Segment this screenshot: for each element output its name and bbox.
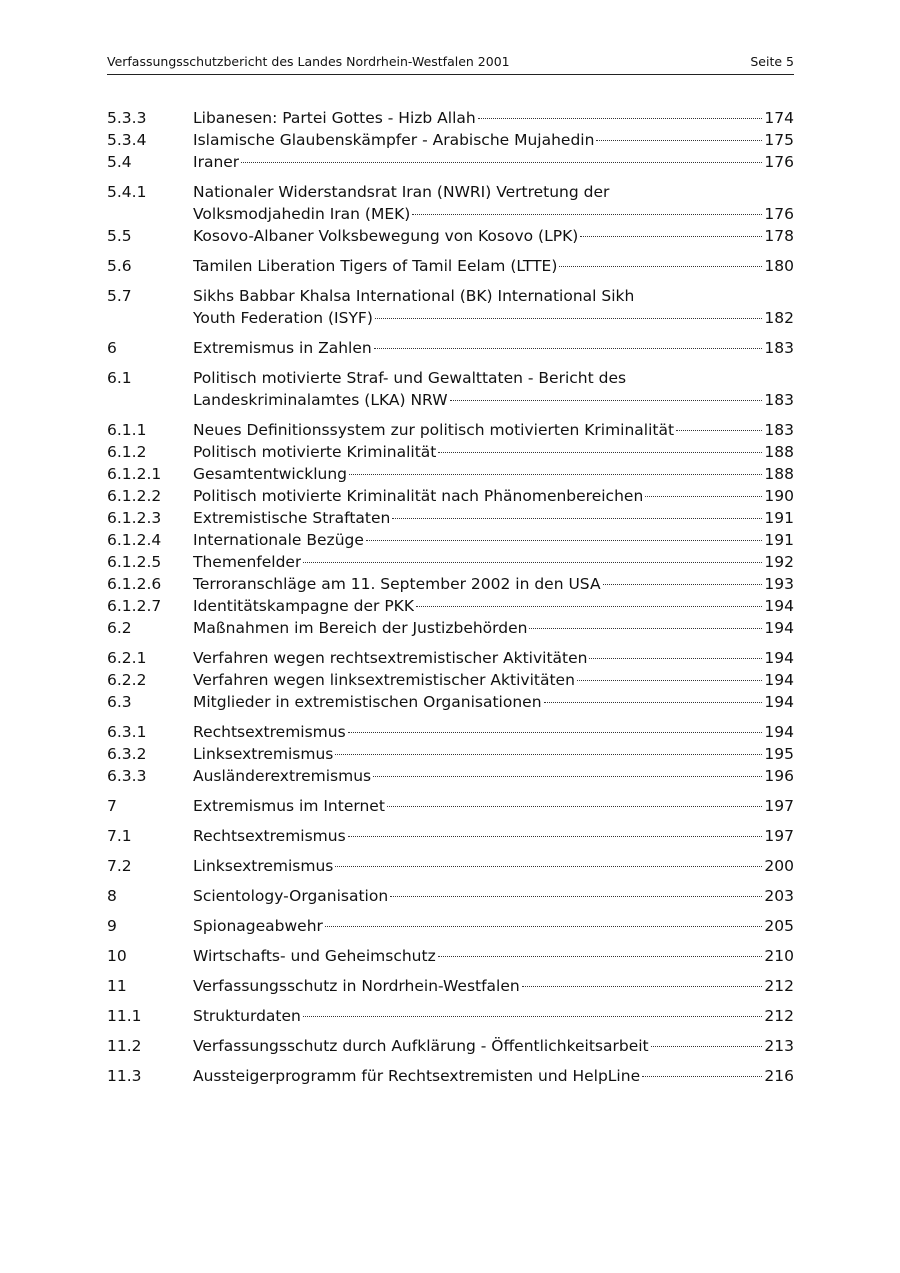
dot-leader xyxy=(387,806,762,807)
toc-section-number: 6.1.1 xyxy=(107,421,147,439)
table-of-contents xyxy=(107,107,794,1087)
header-page-number: Seite 5 xyxy=(750,54,794,69)
dot-leader xyxy=(374,348,762,349)
toc-page-number: 203 xyxy=(764,887,794,905)
dot-leader xyxy=(478,118,762,119)
dot-leader xyxy=(642,1076,762,1077)
toc-page-number: 197 xyxy=(764,797,794,815)
toc-page-number: 194 xyxy=(764,619,794,637)
toc-entry[interactable] xyxy=(107,1065,794,1087)
toc-title: Internationale Bezüge xyxy=(193,531,364,549)
toc-section-number: 6.3 xyxy=(107,693,132,711)
toc-title: Linksextremismus xyxy=(193,745,334,763)
toc-section-number: 11.3 xyxy=(107,1067,142,1085)
toc-entry[interactable] xyxy=(107,507,794,529)
toc-entry[interactable] xyxy=(107,419,794,441)
toc-entry[interactable] xyxy=(107,647,794,669)
dot-leader xyxy=(348,836,762,837)
dot-leader xyxy=(603,584,762,585)
toc-page-number: 178 xyxy=(764,227,794,245)
toc-section-number: 5.3.4 xyxy=(107,131,147,149)
toc-title: Verfassungsschutz durch Aufklärung - Öffentlichkeitsarbeit xyxy=(193,1037,649,1055)
toc-title: Verfahren wegen linksextremistischer Aktivitäten xyxy=(193,671,575,689)
dot-leader xyxy=(390,896,762,897)
toc-title: Maßnahmen im Bereich der Justizbehörden xyxy=(193,619,528,637)
toc-title: Libanesen: Partei Gottes - Hizb Allah xyxy=(193,109,476,127)
toc-title-first-line: Politisch motivierte Straf- und Gewalttaten - Bericht des xyxy=(193,369,627,387)
dot-leader xyxy=(438,956,762,957)
dot-leader xyxy=(412,214,762,215)
dot-leader xyxy=(335,754,762,755)
dot-leader xyxy=(303,1016,762,1017)
toc-section-number: 11 xyxy=(107,977,127,995)
toc-entry[interactable] xyxy=(107,855,794,877)
toc-section-number: 6.1.2.7 xyxy=(107,597,162,615)
toc-section-number: 11.1 xyxy=(107,1007,142,1025)
toc-section-number: 9 xyxy=(107,917,117,935)
toc-title: Extremismus in Zahlen xyxy=(193,339,372,357)
toc-page-number: 175 xyxy=(764,131,794,149)
toc-page-number: 196 xyxy=(764,767,794,785)
toc-title: Rechtsextremismus xyxy=(193,827,346,845)
toc-title: Rechtsextremismus xyxy=(193,723,346,741)
toc-entry[interactable] xyxy=(107,617,794,639)
toc-title: Linksextremismus xyxy=(193,857,334,875)
toc-title: Gesamtentwicklung xyxy=(193,465,348,483)
toc-section-number: 6.3.2 xyxy=(107,745,147,763)
toc-entry[interactable] xyxy=(107,915,794,937)
toc-page-number: 197 xyxy=(764,827,794,845)
toc-entry[interactable] xyxy=(107,367,794,411)
toc-title: Ausländerextremismus xyxy=(193,767,372,785)
toc-page-number: 180 xyxy=(764,257,794,275)
toc-entry[interactable] xyxy=(107,285,794,329)
dot-leader xyxy=(559,266,762,267)
toc-section-number: 5.7 xyxy=(107,287,132,305)
toc-entry[interactable] xyxy=(107,1005,794,1027)
dot-leader xyxy=(529,628,762,629)
toc-section-number: 6.1.2.1 xyxy=(107,465,162,483)
toc-entry[interactable] xyxy=(107,691,794,713)
toc-title: Scientology-Organisation xyxy=(193,887,389,905)
toc-page-number: 216 xyxy=(764,1067,794,1085)
toc-section-number: 6.1.2.3 xyxy=(107,509,162,527)
dot-leader xyxy=(366,540,762,541)
toc-section-number: 6.1.2.6 xyxy=(107,575,162,593)
toc-title: Kosovo-Albaner Volksbewegung von Kosovo (LPK) xyxy=(193,227,579,245)
toc-entry[interactable] xyxy=(107,743,794,765)
toc-entry[interactable] xyxy=(107,551,794,573)
dot-leader xyxy=(544,702,762,703)
dot-leader xyxy=(392,518,762,519)
toc-entry[interactable] xyxy=(107,129,794,151)
dot-leader xyxy=(577,680,762,681)
toc-page-number: 210 xyxy=(764,947,794,965)
dot-leader xyxy=(325,926,762,927)
toc-page-number: 193 xyxy=(764,575,794,593)
toc-page-number: 194 xyxy=(764,671,794,689)
toc-title: Neues Definitionssystem zur politisch motivierten Kriminalität xyxy=(193,421,675,439)
toc-section-number: 6.2.2 xyxy=(107,671,147,689)
toc-section-number: 5.4 xyxy=(107,153,132,171)
toc-section-number: 6.2 xyxy=(107,619,132,637)
toc-section-number: 11.2 xyxy=(107,1037,142,1055)
toc-title: Aussteigerprogramm für Rechtsextremisten und HelpLine xyxy=(193,1067,641,1085)
toc-section-number: 6.1.2 xyxy=(107,443,147,461)
toc-section-number: 7 xyxy=(107,797,117,815)
toc-title: Strukturdaten xyxy=(193,1007,301,1025)
toc-entry[interactable] xyxy=(107,441,794,463)
toc-title: Verfassungsschutz in Nordrhein-Westfalen xyxy=(193,977,520,995)
toc-title: Landeskriminalamtes (LKA) NRW xyxy=(193,391,448,409)
dot-leader xyxy=(373,776,762,777)
toc-title: Spionageabwehr xyxy=(193,917,323,935)
dot-leader xyxy=(522,986,762,987)
toc-entry[interactable] xyxy=(107,463,794,485)
dot-leader xyxy=(438,452,762,453)
toc-section-number: 5.3.3 xyxy=(107,109,147,127)
toc-section-number: 5.5 xyxy=(107,227,132,245)
toc-section-number: 10 xyxy=(107,947,127,965)
toc-title: Terroranschläge am 11. September 2002 in den USA xyxy=(193,575,601,593)
toc-page-number: 182 xyxy=(764,309,794,327)
dot-leader xyxy=(303,562,762,563)
toc-title: Wirtschafts- und Geheimschutz xyxy=(193,947,436,965)
toc-entry[interactable] xyxy=(107,107,794,129)
toc-section-number: 7.2 xyxy=(107,857,132,875)
toc-section-number: 5.6 xyxy=(107,257,132,275)
toc-page-number: 194 xyxy=(764,649,794,667)
dot-leader xyxy=(596,140,762,141)
toc-entry[interactable] xyxy=(107,595,794,617)
toc-entry[interactable] xyxy=(107,945,794,967)
toc-section-number: 6.1.2.4 xyxy=(107,531,162,549)
toc-entry[interactable] xyxy=(107,573,794,595)
toc-entry[interactable] xyxy=(107,529,794,551)
toc-page-number: 191 xyxy=(764,509,794,527)
dot-leader xyxy=(241,162,762,163)
toc-title: Mitglieder in extremistischen Organisationen xyxy=(193,693,542,711)
toc-title: Politisch motivierte Kriminalität nach Phänomenbereichen xyxy=(193,487,644,505)
toc-section-number: 8 xyxy=(107,887,117,905)
toc-page-number: 192 xyxy=(764,553,794,571)
toc-page-number: 212 xyxy=(764,977,794,995)
toc-page-number: 194 xyxy=(764,597,794,615)
toc-page-number: 191 xyxy=(764,531,794,549)
toc-page-number: 176 xyxy=(764,153,794,171)
toc-page-number: 183 xyxy=(764,391,794,409)
toc-page-number: 212 xyxy=(764,1007,794,1025)
toc-page-number: 205 xyxy=(764,917,794,935)
dot-leader xyxy=(676,430,762,431)
toc-title: Extremismus im Internet xyxy=(193,797,385,815)
toc-entry[interactable] xyxy=(107,975,794,997)
header-title: Verfassungsschutzbericht des Landes Nordrhein-Westfalen 2001 xyxy=(107,54,510,69)
dot-leader xyxy=(645,496,762,497)
toc-title: Identitätskampagne der PKK xyxy=(193,597,414,615)
dot-leader xyxy=(589,658,762,659)
toc-page-number: 213 xyxy=(764,1037,794,1055)
toc-title: Tamilen Liberation Tigers of Tamil Eelam (LTTE) xyxy=(193,257,558,275)
toc-title: Politisch motivierte Kriminalität xyxy=(193,443,437,461)
toc-page-number: 176 xyxy=(764,205,794,223)
page-header xyxy=(107,54,794,75)
toc-title: Extremistische Straftaten xyxy=(193,509,391,527)
dot-leader xyxy=(450,400,762,401)
dot-leader xyxy=(349,474,762,475)
toc-section-number: 6.1.2.2 xyxy=(107,487,162,505)
toc-page-number: 194 xyxy=(764,723,794,741)
dot-leader xyxy=(348,732,762,733)
toc-entry[interactable] xyxy=(107,795,794,817)
toc-section-number: 6 xyxy=(107,339,117,357)
toc-title: Verfahren wegen rechtsextremistischer Aktivitäten xyxy=(193,649,588,667)
toc-title-first-line: Nationaler Widerstandsrat Iran (NWRI) Vertretung der xyxy=(193,183,610,201)
toc-page-number: 195 xyxy=(764,745,794,763)
dot-leader xyxy=(580,236,762,237)
toc-page-number: 183 xyxy=(764,421,794,439)
toc-section-number: 6.2.1 xyxy=(107,649,147,667)
toc-entry[interactable] xyxy=(107,225,794,247)
toc-page-number: 188 xyxy=(764,465,794,483)
toc-title: Volksmodjahedin Iran (MEK) xyxy=(193,205,411,223)
toc-title: Youth Federation (ISYF) xyxy=(193,309,373,327)
toc-section-number: 5.4.1 xyxy=(107,183,147,201)
toc-title: Iraner xyxy=(193,153,240,171)
toc-entry[interactable] xyxy=(107,151,794,173)
toc-page-number: 194 xyxy=(764,693,794,711)
dot-leader xyxy=(651,1046,762,1047)
toc-page-number: 200 xyxy=(764,857,794,875)
toc-entry[interactable] xyxy=(107,885,794,907)
toc-entry[interactable] xyxy=(107,765,794,787)
toc-entry[interactable] xyxy=(107,721,794,743)
toc-entry[interactable] xyxy=(107,181,794,225)
toc-page-number: 174 xyxy=(764,109,794,127)
toc-section-number: 6.3.3 xyxy=(107,767,147,785)
toc-title: Themenfelder xyxy=(193,553,302,571)
toc-section-number: 6.1.2.5 xyxy=(107,553,162,571)
dot-leader xyxy=(375,318,762,319)
toc-entry[interactable] xyxy=(107,1035,794,1057)
toc-page-number: 188 xyxy=(764,443,794,461)
toc-section-number: 6.1 xyxy=(107,369,132,387)
toc-entry[interactable] xyxy=(107,255,794,277)
toc-title-first-line: Sikhs Babbar Khalsa International (BK) International Sikh xyxy=(193,287,635,305)
dot-leader xyxy=(335,866,762,867)
toc-page-number: 183 xyxy=(764,339,794,357)
toc-entry[interactable] xyxy=(107,825,794,847)
toc-entry[interactable] xyxy=(107,485,794,507)
toc-entry[interactable] xyxy=(107,337,794,359)
toc-entry[interactable] xyxy=(107,669,794,691)
toc-page-number: 190 xyxy=(764,487,794,505)
toc-section-number: 6.3.1 xyxy=(107,723,147,741)
toc-title: Islamische Glaubenskämpfer - Arabische Mujahedin xyxy=(193,131,595,149)
dot-leader xyxy=(416,606,762,607)
toc-section-number: 7.1 xyxy=(107,827,132,845)
